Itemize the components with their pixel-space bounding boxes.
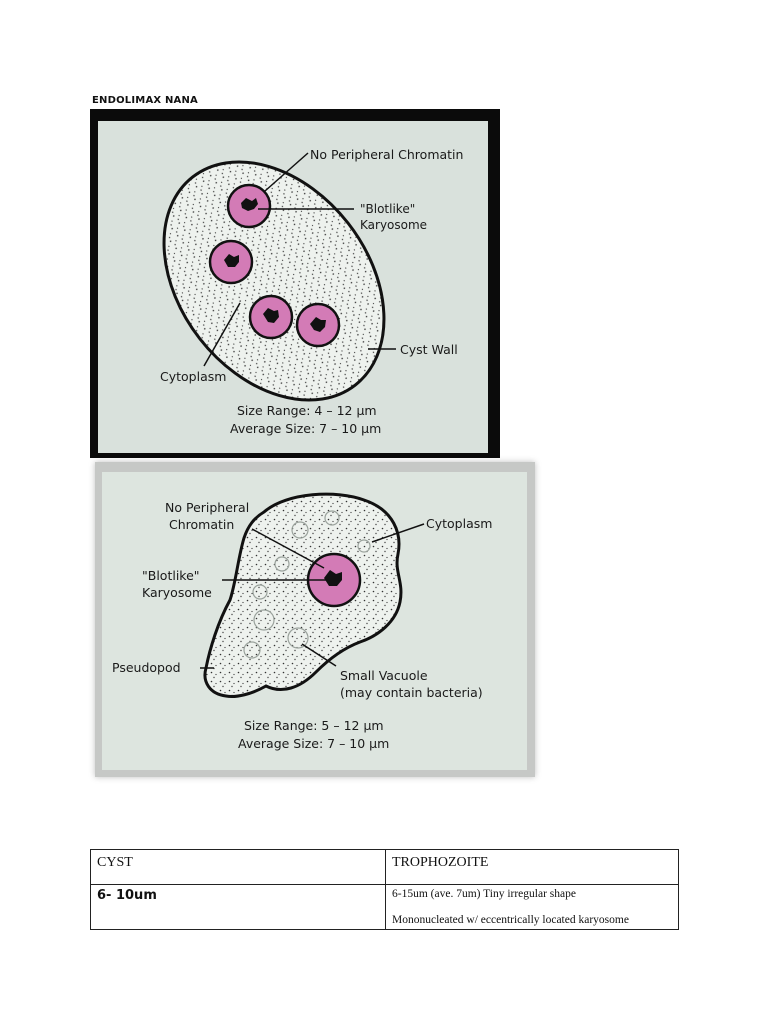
table-header-row [91, 850, 679, 885]
comparison-table [90, 849, 679, 930]
page-heading: ENDOLIMAX NANA [92, 95, 198, 106]
label-cytoplasm: Cytoplasm [160, 369, 227, 384]
cyst-figure-panel [98, 121, 488, 453]
label-blotlike: "Blotlike" [360, 202, 416, 216]
label-chromatin: Chromatin [169, 517, 235, 532]
nucleus-4 [297, 304, 339, 346]
table-row [91, 885, 679, 930]
nucleus-2 [210, 241, 252, 283]
label-no-peripheral-chromatin: No Peripheral Chromatin [310, 147, 464, 162]
label-size-range: Size Range: 4 – 12 µm [237, 403, 377, 418]
label-cytoplasm: Cytoplasm [426, 516, 493, 531]
label-average-size: Average Size: 7 – 10 µm [238, 736, 390, 751]
trophozoite-figure-panel [102, 472, 527, 770]
trophozoite-size-line: 6-15um (ave. 7um) Tiny irregular shape [392, 888, 576, 900]
label-karyosome: Karyosome [360, 218, 428, 232]
label-size-range: Size Range: 5 – 12 µm [244, 718, 384, 733]
cell-cyst-size: 6- 10um [91, 885, 386, 930]
cyst-diagram [98, 121, 488, 453]
header-cyst: CYST [91, 850, 386, 885]
trophozoite-body [205, 494, 401, 696]
label-cyst-wall: Cyst Wall [400, 342, 458, 357]
label-may-contain-bacteria: (may contain bacteria) [340, 685, 483, 700]
nucleus-1 [228, 185, 270, 227]
trophozoite-nucleus-line: Mononucleated w/ eccentrically located karyosome [392, 914, 629, 926]
label-average-size: Average Size: 7 – 10 µm [230, 421, 382, 436]
header-trophozoite: TROPHOZOITE [386, 850, 679, 885]
cell-trophozoite [386, 885, 679, 930]
nucleus-3 [250, 296, 292, 338]
label-pseudopod: Pseudopod [112, 660, 181, 675]
cyst-figure [90, 109, 500, 458]
cyst-body [119, 121, 430, 443]
label-no-peripheral: No Peripheral [165, 500, 250, 515]
label-small-vacuole: Small Vacuole [340, 668, 428, 683]
trophozoite-figure [95, 462, 535, 777]
trophozoite-diagram [102, 472, 527, 770]
label-karyosome: Karyosome [142, 585, 212, 600]
label-blotlike: "Blotlike" [142, 568, 200, 583]
